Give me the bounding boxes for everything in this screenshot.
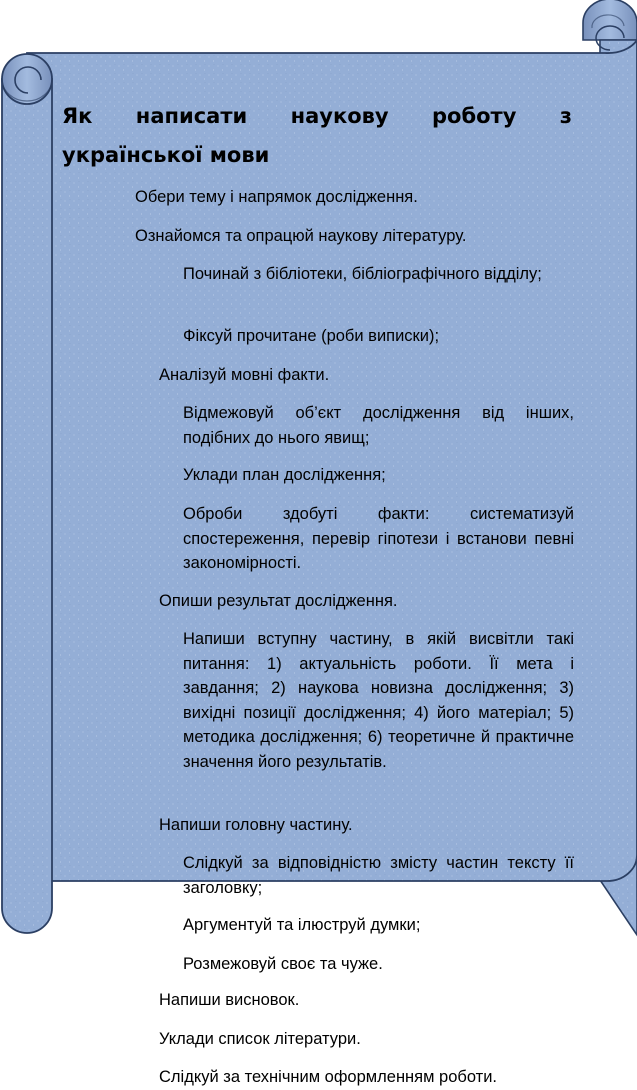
substep-argue-illustrate: Аргументуй та ілюструй думки; [183, 916, 421, 934]
step-main-part: Напиши головну частину. [159, 816, 353, 834]
substep-process-facts: Оброби здобуті факти: систематизуй спостереження, перевір гіпотези і встанови певні закономірності. [183, 505, 574, 572]
step-conclusion: Напиши висновок. [159, 991, 300, 1009]
title-line-2: української мови [62, 143, 270, 167]
step-analyze-facts: Аналізуй мовні факти. [159, 366, 330, 384]
step-study-literature: Ознайомся та опрацюй наукову літературу. [135, 227, 467, 245]
substep-content-match: Слідкуй за відповідністю змісту частин тексту її заголовку; [183, 854, 574, 897]
substep-introduction: Напиши вступну частину, в якій висвітли такі питання: 1) актуальність роботи. Її мета і завдання; 2) наукова новизна дослідження; 3) вихідні позиції дослідження; 4) його матеріал; 5) методика дослідження; 6) теоретичне й практичне значення його результатів. [183, 630, 574, 771]
title-line-1: Як написати наукову роботу з [62, 104, 572, 128]
step-bibliography: Уклади список літератури. [159, 1030, 361, 1048]
step-describe-result: Опиши результат дослідження. [159, 592, 398, 610]
substep-library: Починай з бібліотеки, бібліографічного відділу; [183, 265, 542, 283]
substep-notes: Фіксуй прочитане (роби виписки); [183, 327, 440, 345]
substep-delimit-object: Відмежовуй об’єкт дослідження від інших, подібних до нього явищ; [183, 404, 574, 447]
substep-make-plan: Уклади план дослідження; [183, 466, 386, 484]
page-title [62, 97, 572, 175]
step-formatting: Слідкуй за технічним оформленням роботи. [159, 1068, 498, 1086]
substep-own-vs-others: Розмежовуй своє та чуже. [183, 955, 383, 973]
step-choose-topic: Обери тему і напрямок дослідження. [135, 188, 418, 206]
